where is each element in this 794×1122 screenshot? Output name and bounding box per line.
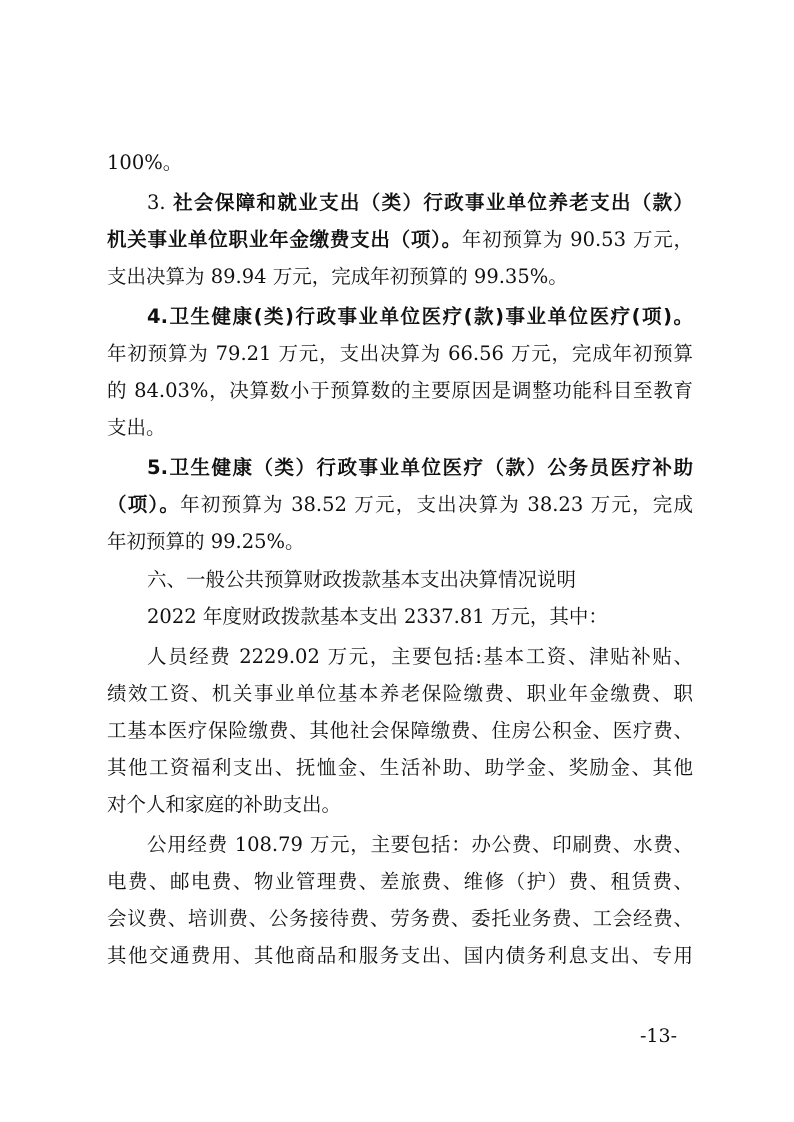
text-line: 年初预算的 99.25%。 <box>107 530 305 553</box>
item-heading: 机关事业单位职业年金缴费支出（项）。 <box>107 228 462 251</box>
text-line: 对个人和家庭的补助支出。 <box>107 793 342 816</box>
text-line: 2022 年度财政拨款基本支出 2337.81 万元，其中： <box>147 605 608 628</box>
text-line: 人员经费 2229.02 万元，主要包括:基本工资、津贴补贴、 <box>147 645 693 668</box>
text-span: 年初预算为 90.53 万元， <box>461 228 693 251</box>
text-line: 100%。 <box>107 151 183 174</box>
page-number: -13- <box>640 1025 678 1047</box>
text-line: 会议费、培训费、公务接待费、劳务费、委托业务费、工会经费、 <box>107 907 693 930</box>
text-line: 支出决算为 89.94 万元，完成年初预算的 99.35%。 <box>107 265 568 288</box>
text-line: 公用经费 108.79 万元，主要包括：办公费、印刷费、水费、 <box>147 833 693 856</box>
text-line: 的 84.03%，决算数小于预算数的主要原因是调整功能科目至教育 <box>107 379 693 402</box>
text-line <box>107 224 693 256</box>
text-line: 其他交通费用、其他商品和服务支出、国内债务利息支出、专用 <box>107 944 693 967</box>
text-line: 支出。 <box>107 416 166 439</box>
text-line: 工基本医疗保险缴费、其他社会保障缴费、住房公积金、医疗费、 <box>107 719 693 742</box>
text-span: 年初预算为 38.52 万元，支出决算为 38.23 万元，完成 <box>180 493 693 516</box>
list-number: 3. <box>147 191 166 214</box>
text-line: 年初预算为 79.21 万元，支出决算为 66.56 万元，完成年初预算 <box>107 342 693 365</box>
item-heading: （项）。 <box>107 493 181 516</box>
text-line: 绩效工资、机关事业单位基本养老保险缴费、职业年金缴费、职 <box>107 682 693 705</box>
item-heading: 4.卫生健康(类)行政事业单位医疗(款)事业单位医疗(项)。 <box>147 305 693 328</box>
item-heading: 社会保障和就业支出（类）行政事业单位养老支出（款） <box>173 191 693 214</box>
text-line: 电费、邮电费、物业管理费、差旅费、维修（护）费、租赁费、 <box>107 870 693 893</box>
text-line <box>107 489 693 521</box>
item-heading: 5.卫生健康（类）行政事业单位医疗（款）公务员医疗补助 <box>147 456 693 479</box>
text-line <box>147 187 693 219</box>
text-line: 其他工资福利支出、抚恤金、生活补助、助学金、奖励金、其他 <box>107 756 693 779</box>
section-heading: 六、一般公共预算财政拨款基本支出决算情况说明 <box>147 568 577 591</box>
